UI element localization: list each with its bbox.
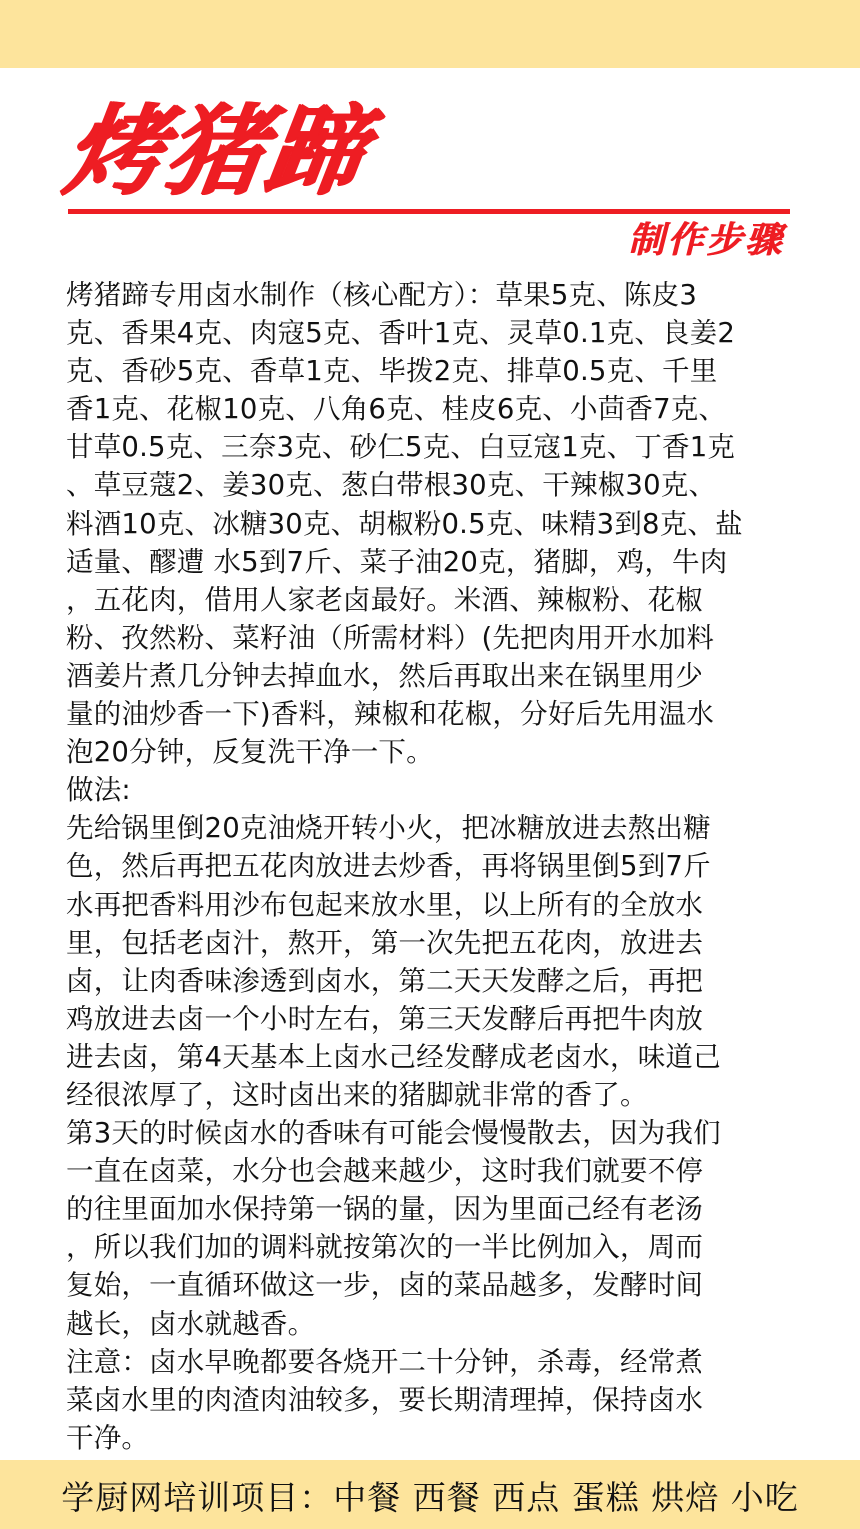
text-line: 泡20分钟，反复洗干净一下。 bbox=[66, 736, 434, 769]
text-line: 色，然后再把五花肉放进去炒香，再将锅里倒5到7斤 bbox=[66, 850, 711, 883]
text-line: ，五花肉，借用人家老卤最好。米酒、辣椒粉、花椒 bbox=[66, 583, 704, 616]
text-line: 克、香砂5克、香草1克、毕拨2克、排草0.5克、千里 bbox=[66, 355, 718, 388]
text-line: ，所以我们加的调料就按第次的一半比例加入，周而 bbox=[66, 1231, 704, 1264]
text-line: 酒姜片煮几分钟去掉血水，然后再取出来在锅里用少 bbox=[66, 659, 704, 692]
text-line: 水再把香料用沙布包起来放水里，以上所有的全放水 bbox=[66, 888, 704, 921]
top-band bbox=[0, 0, 860, 68]
text-line: 第3天的时候卤水的香味有可能会慢慢散去，因为我们 bbox=[66, 1117, 721, 1150]
text-line: 量的油炒香一下)香料，辣椒和花椒，分好后先用温水 bbox=[66, 698, 715, 731]
text-line: 干净。 bbox=[66, 1421, 150, 1454]
text-line: 经很浓厚了，这时卤出来的猪脚就非常的香了。 bbox=[66, 1078, 648, 1111]
text-line: 克、香果4克、肉寇5克、香叶1克、灵草0.1克、良姜2 bbox=[66, 317, 736, 350]
page-subtitle: 制作步骤 bbox=[627, 220, 784, 261]
text-line: 卤，让肉香味渗透到卤水，第二天天发酵之后，再把 bbox=[66, 964, 704, 997]
text-line: 料酒10克、冰糖30克、胡椒粉0.5克、味精3到8克、盐 bbox=[66, 507, 743, 540]
text-line: 烤猪蹄专用卤水制作（核心配方）：草果5克、陈皮3 bbox=[66, 279, 698, 311]
text-line: 甘草0.5克、三奈3克、砂仁5克、白豆寇1克、丁香1克 bbox=[66, 431, 736, 464]
text-line: 的往里面加水保持第一锅的量，因为里面己经有老汤 bbox=[66, 1193, 704, 1226]
text-line: 注意：卤水早晚都要各烧开二十分钟，杀毒，经常煮 bbox=[66, 1345, 704, 1378]
text-line: 一直在卤菜，水分也会越来越少，这时我们就要不停 bbox=[66, 1155, 704, 1188]
text-line: 里，包括老卤汁，熬开，第一次先把五花肉，放进去 bbox=[66, 926, 704, 959]
footer-text: 学厨网培训项目：中餐 西餐 西点 蛋糕 烘焙 小吃 bbox=[61, 1478, 799, 1517]
text-line: 越长，卤水就越香。 bbox=[66, 1307, 316, 1340]
text-line: 菜卤水里的肉渣肉油较多，要长期清理掉，保持卤水 bbox=[66, 1383, 704, 1416]
text-line: 鸡放进去卤一个小时左右，第三天发酵后再把牛肉放 bbox=[66, 1002, 704, 1035]
text-line: 粉、孜然粉、菜籽油（所需材料）(先把肉用开水加料 bbox=[66, 621, 715, 654]
text-line: 先给锅里倒20克油烧开转小火，把冰糖放进去熬出糖 bbox=[66, 812, 711, 845]
title-divider bbox=[68, 209, 790, 214]
section-heading: 做法: bbox=[66, 774, 131, 807]
text-line: 适量、醪遭 水5到7斤、菜子油20克，猪脚，鸡，牛肉 bbox=[66, 545, 728, 578]
text-line: 香1克、花椒10克、八角6克、桂皮6克、小茴香7克、 bbox=[66, 393, 727, 426]
text-line: 复始，一直循环做这一步，卤的菜品越多，发酵时间 bbox=[66, 1269, 704, 1302]
text-line: 进去卤，第4天基本上卤水己经发酵成老卤水，味道己 bbox=[66, 1040, 721, 1073]
recipe-body bbox=[66, 276, 796, 1457]
text-line: 、草豆蔻2、姜30克、葱白带根30克、干辣椒30克、 bbox=[66, 469, 717, 502]
page-title: 烤猪蹄 bbox=[57, 95, 375, 209]
